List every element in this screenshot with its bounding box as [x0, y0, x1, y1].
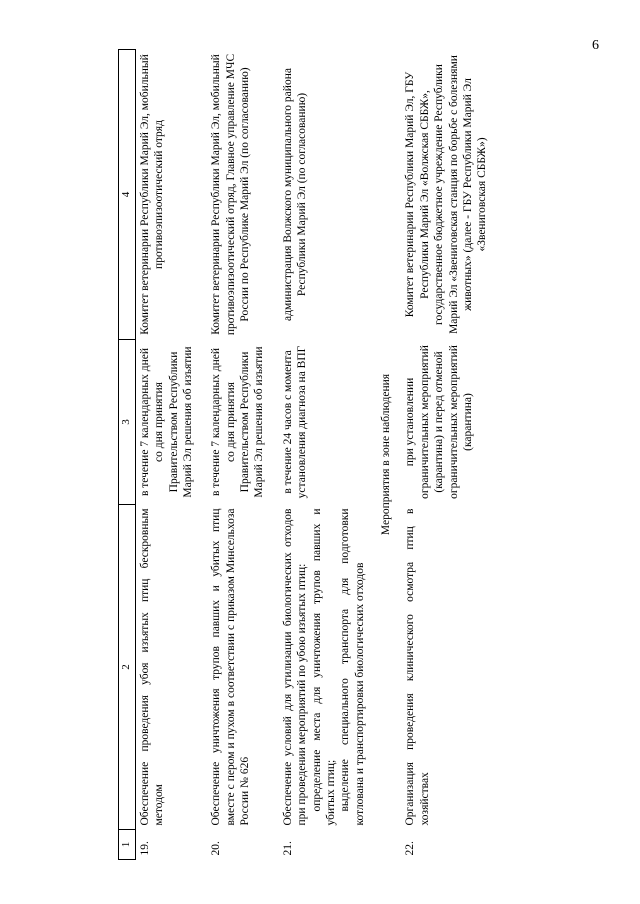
action-line: определение места для уничтожения трупов павших и убитых птиц; [310, 508, 337, 826]
header-cell: 3 [119, 340, 136, 505]
row-number: 19. [138, 841, 151, 856]
row-term: в течение 7 календарных дней со дня принятия Правительством Республики Марий Эл решения об изъятии [138, 346, 194, 498]
table-row [279, 50, 369, 860]
action-line: выделение специального транспорта для подготовки котлована и транспортировки биологических отходов [339, 508, 366, 826]
header-cell: 1 [119, 830, 136, 860]
row-executor: Комитет ветеринарии Республики Марий Эл, мобильный противоэпизоотический отряд, Главное управление МЧС России по Республике Марий Эл (по согласованию) [210, 53, 251, 336]
row-number: 22. [404, 841, 417, 856]
row-number: 20. [210, 841, 223, 856]
row-action [279, 505, 369, 830]
measures-table [118, 49, 492, 860]
row-executor: администрация Волжского муниципального района Республики Марий Эл (по согласованию) [281, 68, 309, 321]
table-header-row [119, 50, 136, 860]
header-cell: 2 [119, 505, 136, 830]
row-executor: Комитет ветеринарии Республики Марий Эл, ГБУ Республики Марий Эл «Волжская СББЖ», государственное бюджетное учреждение Республики Марий Эл «Звениговская станция по борьбе с болезнями животных» (далее - ГБУ Республики Марий Эл «Звениговская СББЖ») [404, 55, 489, 334]
header-cell: 4 [119, 50, 136, 340]
table-row [135, 50, 207, 860]
row-term: в течение 7 календарных дней со дня принятия Правительством Республики Марий Эл решения об изъятии [210, 346, 266, 498]
row-action: Организация проведения клинического осмотра птиц в хозяйствах [404, 508, 431, 826]
page-number: 6 [592, 38, 599, 53]
rotated-table-page [118, 50, 558, 860]
row-action: Обеспечение проведения убоя изъятых птиц бескровным методом [138, 508, 166, 826]
action-line: Обеспечение условий для утилизации биологических отходов при проведении мероприятий по убою изъятых птиц: [281, 508, 309, 826]
table-row [207, 50, 279, 860]
section-title: Мероприятия в зоне наблюдения [380, 373, 392, 536]
row-number: 21. [281, 841, 294, 856]
row-action: Обеспечение уничтожения трупов павших и убитых птиц вместе с пером и пухом в соответствии с приказом Минсельхоза России № 626 [210, 508, 251, 826]
row-executor: Комитет ветеринарии Республики Марий Эл, мобильный противоэпизоотический отряд [138, 54, 166, 335]
row-term: в течение 24 часов с момента установления диагноза на ВПГ [281, 345, 309, 499]
row-term: при установлении ограничительных мероприятий (карантина) и перед отменой ограничительных мероприятий (карантина) [404, 345, 474, 499]
table-row [401, 50, 491, 860]
section-row [369, 50, 401, 860]
